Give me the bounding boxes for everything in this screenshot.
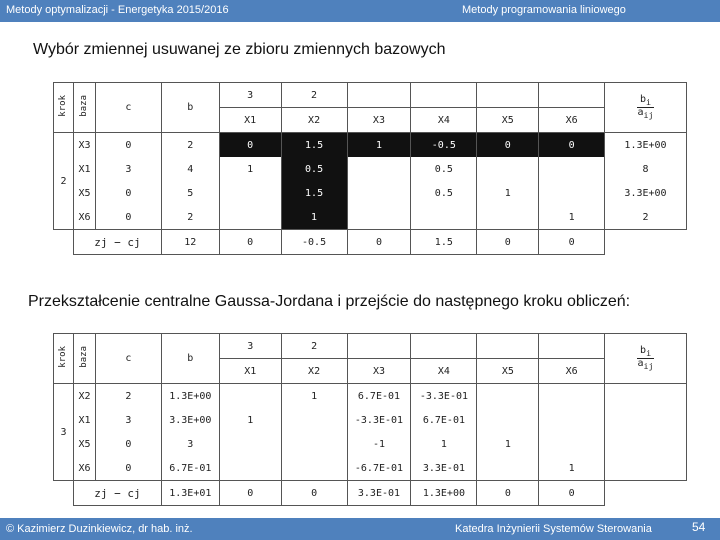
b-header: b (161, 83, 219, 133)
zj-cj-label: zj − cj (73, 230, 161, 255)
author: © Kazimierz Duzinkiewicz, dr hab. inż. (6, 523, 193, 535)
slide-header-bar (0, 0, 720, 22)
pivot-row-cell: 0 (539, 133, 605, 158)
var-header-x1: X1 (219, 359, 281, 384)
var-header-x4: X4 (411, 359, 477, 384)
pivot-column-cell: 1.5 (281, 181, 347, 205)
lecture-topic: Metody programowania liniowego (462, 4, 626, 16)
table-row: X5 0 5 1.5 0.5 1 3.3E+00 (54, 181, 687, 205)
cost-x4 (411, 83, 477, 108)
var-header-x2: X2 (281, 108, 347, 133)
pivot-column-cell: 1 (281, 205, 347, 230)
step-number: 3 (54, 384, 74, 481)
cost-x2: 2 (281, 83, 347, 108)
var-header-x3: X3 (347, 359, 411, 384)
table-row: X1 3 3.3E+00 1 -3.3E-01 6.7E-01 (54, 408, 687, 432)
cost-x3 (347, 83, 411, 108)
page-number: 54 (692, 520, 706, 534)
cost-x1: 3 (219, 83, 281, 108)
cost-x2: 2 (281, 334, 347, 359)
baza-header: baza (73, 83, 95, 133)
pivot-row-cell: -0.5 (411, 133, 477, 158)
var-header-x1: X1 (219, 108, 281, 133)
var-header-x3: X3 (347, 108, 411, 133)
table-row: X5 0 3 -1 1 1 (54, 432, 687, 456)
ratio-header: $b_i$ $a_{ij}$ (605, 334, 687, 384)
step-number: 2 (54, 133, 74, 230)
department: Katedra Inżynierii Systemów Sterowania (455, 523, 652, 535)
baza-header: baza (73, 334, 95, 384)
pivot-row-cell: 0 (477, 133, 539, 158)
var-header-x4: X4 (411, 108, 477, 133)
var-header-x5: X5 (477, 359, 539, 384)
krok-header: krok (54, 83, 74, 133)
table-row: X6 0 2 1 1 2 (54, 205, 687, 230)
zj-cj-row: zj − cj 1.3E+01 0 0 3.3E-01 1.3E+00 0 0 (54, 481, 687, 506)
simplex-table-step2 (53, 82, 687, 255)
table-row: 2 X3 0 2 0 1.5 1 -0.5 0 0 1.3E+00 (54, 133, 687, 158)
simplex-table-step3 (53, 333, 687, 506)
cost-x3 (347, 334, 411, 359)
pivot-row-cell: 1 (347, 133, 411, 158)
c-header: c (95, 334, 161, 384)
slide-footer-bar (0, 518, 720, 540)
table-row: X1 3 4 1 0.5 0.5 8 (54, 157, 687, 181)
zj-cj-row: zj − cj 12 0 -0.5 0 1.5 0 0 (54, 230, 687, 255)
var-header-x6: X6 (539, 359, 605, 384)
section2-title: Przekształcenie centralne Gaussa-Jordana i przejście do następnego kroku obliczeń: (28, 293, 631, 310)
cost-x6 (539, 83, 605, 108)
ratio-header: $b_i$ $a_{ij}$ (605, 83, 687, 133)
cost-x5 (477, 334, 539, 359)
var-header-x2: X2 (281, 359, 347, 384)
course-title: Metody optymalizacji - Energetyka 2015/2016 (6, 4, 229, 16)
zj-cj-label: zj − cj (73, 481, 161, 506)
pivot-row-cell: 0 (219, 133, 281, 158)
table-row: 3 X2 2 1.3E+00 1 6.7E-01 -3.3E-01 (54, 384, 687, 409)
cost-x1: 3 (219, 334, 281, 359)
var-header-x5: X5 (477, 108, 539, 133)
pivot-column-cell: 0.5 (281, 157, 347, 181)
cost-x4 (411, 334, 477, 359)
pivot-element: 1.5 (281, 133, 347, 158)
c-header: c (95, 83, 161, 133)
table-row: X6 0 6.7E-01 -6.7E-01 3.3E-01 1 (54, 456, 687, 481)
krok-header: krok (54, 334, 74, 384)
section1-title: Wybór zmiennej usuwanej ze zbioru zmiennych bazowych (33, 41, 446, 58)
var-header-x6: X6 (539, 108, 605, 133)
b-header: b (161, 334, 219, 384)
cost-x5 (477, 83, 539, 108)
cost-x6 (539, 334, 605, 359)
